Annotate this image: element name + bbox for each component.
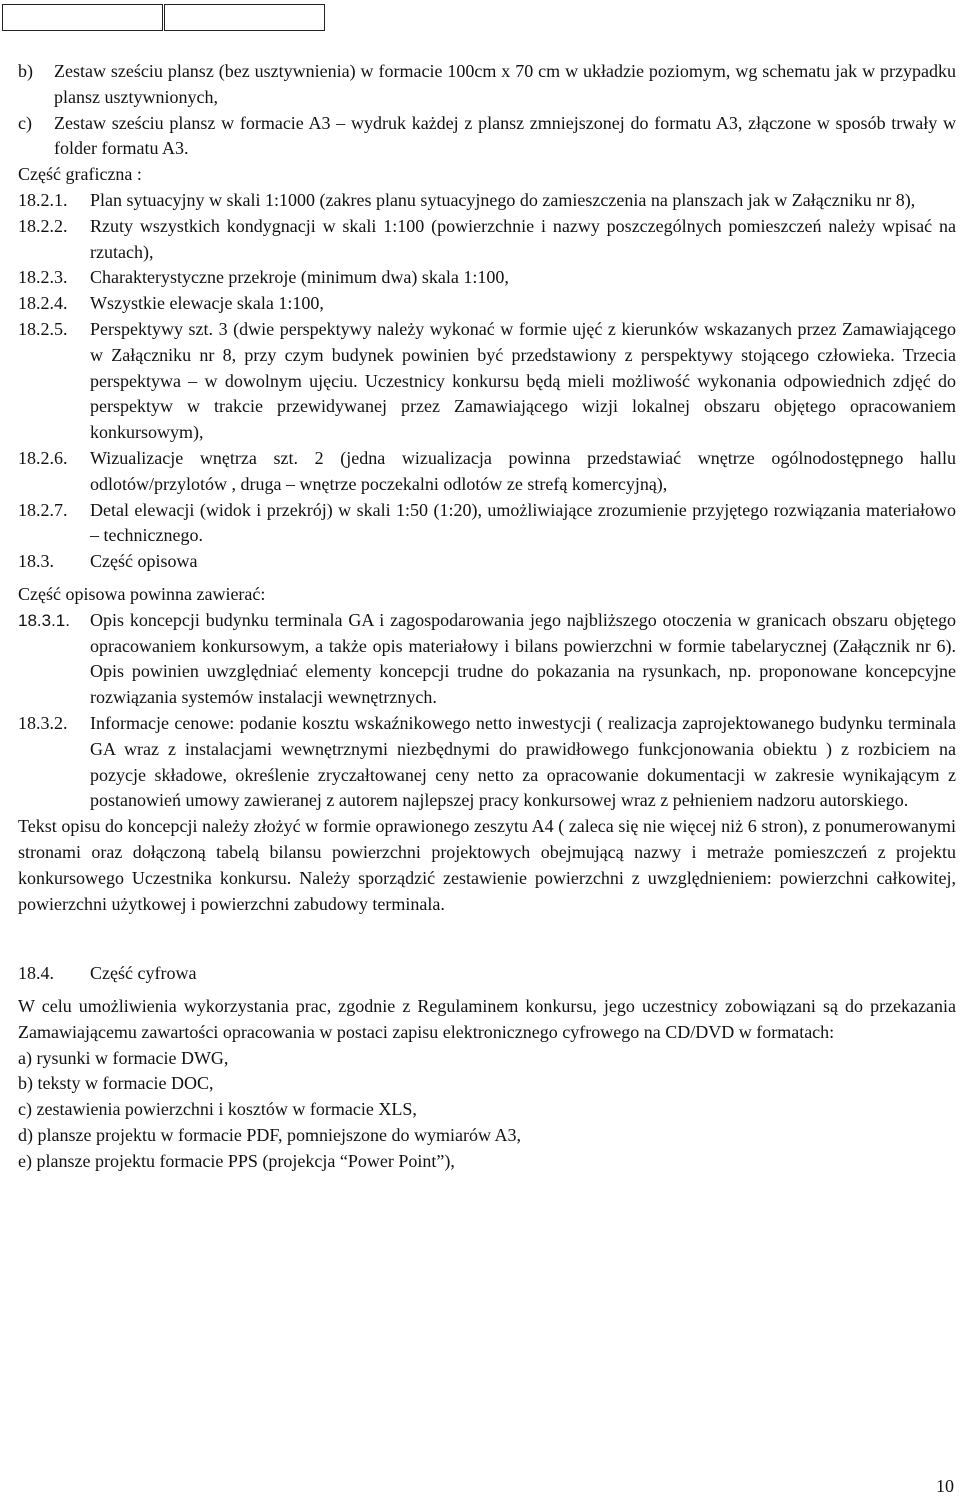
list-item: b) teksty w formacie DOC, <box>18 1073 214 1094</box>
item-number: 18.2.6. <box>18 447 68 468</box>
item-number: 18.3.2. <box>18 712 68 733</box>
descriptive-intro: Część opisowa powinna zawierać: <box>18 583 266 604</box>
item-text: Zestaw sześciu plansz w formacie A3 – wydruk każdej z plansz zmniejszonej do formatu A3, złączone w sposób trwały w folder formatu A3. <box>54 112 956 159</box>
item-label: b) <box>18 61 33 81</box>
item-text: Wszystkie elewacje skala 1:100, <box>90 293 324 314</box>
section-title: Część cyfrowa <box>90 963 197 984</box>
item-text: Charakterystyczne przekroje (minimum dwa) skala 1:100, <box>90 267 509 288</box>
list-item: c) zestawienia powierzchni i kosztów w formacie XLS, <box>18 1099 417 1120</box>
item-number: 18.3.1. <box>18 610 70 630</box>
list-item <box>18 608 956 711</box>
page-number: 10 <box>936 1476 954 1496</box>
section-title: Część opisowa <box>90 551 198 572</box>
list-item <box>18 265 956 291</box>
header-box-left <box>2 4 163 31</box>
list-item <box>18 188 956 214</box>
list-item <box>18 111 956 163</box>
list-item: a) rysunki w formacie DWG, <box>18 1047 229 1068</box>
item-text: Informacje cenowe: podanie kosztu wskaźnikowego netto inwestycji ( realizacja zaprojektowanego budynku terminala GA wraz z instalacjami wewnętrznymi niezbędnymi do prawidłowego funkcjonowania obiektu ) z rozbiciem na pozycje składowe, określenie zryczałtowanej ceny netto za opracowanie dokumentacji w zakresie wynikającym z postanowień umowy zawieranej z autorem najlepszej pracy konkursowej wraz z pełnieniem nadzoru autorskiego. <box>90 712 956 811</box>
list-item <box>18 498 956 550</box>
item-number: 18.2.5. <box>18 318 68 339</box>
graphic-section-heading: Część graficzna : <box>18 164 142 185</box>
list-item: d) plansze projektu w formacie PDF, pomniejszone do wymiarów A3, <box>18 1125 521 1146</box>
list-item: e) plansze projektu formacie PPS (projekcja “Power Point”), <box>18 1150 455 1171</box>
item-number: 18.2.3. <box>18 267 68 288</box>
list-item <box>18 317 956 446</box>
item-text: Plan sytuacyjny w skali 1:1000 (zakres planu sytuacyjnego do zamieszczenia na planszach jak w Załączniku nr 8), <box>90 189 916 210</box>
list-item <box>18 59 956 111</box>
item-text: Opis koncepcji budynku terminala GA i zagospodarowania jego najbliższego otoczenia w granicach obszaru objętego opracowaniem konkursowym, a także opis materiałowy i bilans powierzchni w formie tabelarycznej (Załącznik nr 6). Opis powinien uwzględniać elementy koncepcji trudne do pokazania na rysunkach, np. proponowane koncepcyjne rozwiązania systemów instalacji wewnętrznych. <box>90 609 956 708</box>
item-text: Zestaw sześciu plansz (bez usztywnienia) w formacie 100cm x 70 cm w układzie poziomym, wg schematu jak w przypadku plansz usztywnionych, <box>54 61 956 107</box>
document-body <box>18 59 956 1175</box>
item-text: Wizualizacje wnętrza szt. 2 (jedna wizualizacja powinna przedstawiać wnętrze ogólnodostępnego hallu odlotów/przylotów , druga – wnętrze poczekalni odlotów ze strefą komercyjną), <box>90 447 956 494</box>
item-number: 18.2.2. <box>18 215 68 236</box>
item-text: Perspektywy szt. 3 (dwie perspektywy należy wykonać w formie ujęć z kierunków wskazanych przez Zamawiającego w Załączniku nr 8, przy czym budynek powinien być przedstawiony z perspektywy stojącego człowieka. Trzecia perspektywa – w dowolnym ujęciu. Uczestnicy konkursu będą mieli możliwość wykonania odpowiednich zdjęć do perspektyw w trakcie przewidywanej przez Zamawiającego wizji lokalnej obszaru objętego opracowaniem konkursowym), <box>90 318 956 443</box>
body-paragraph: Tekst opisu do koncepcji należy złożyć w formie oprawionego zeszytu A4 ( zaleca się nie więcej niż 6 stron), z ponumerowanymi stronami oraz dołączoną tabelą bilansu powierzchni projektowych obejmującą nazwy i metraże pomieszczeń z projektu konkursowego Uczestnika konkursu. Należy sporządzić zestawienie powierzchni z uwzględnieniem: powierzchni całkowitej, powierzchni użytkowej i powierzchni zabudowy terminala. <box>18 816 956 914</box>
item-text: Detal elewacji (widok i przekrój) w skali 1:50 (1:20), umożliwiające zrozumienie przyjętego rozwiązania materiałowo – technicznego. <box>90 499 956 546</box>
header-boxes <box>2 4 325 31</box>
section-number: 18.4. <box>18 963 54 984</box>
header-box-right <box>164 4 325 31</box>
list-item <box>18 711 956 814</box>
item-number: 18.2.4. <box>18 293 68 314</box>
section-heading-18-4 <box>18 961 956 987</box>
item-text: Rzuty wszystkich kondygnacji w skali 1:100 (powierzchnie i nazwy poszczególnych pomieszczeń należy wpisać na rzutach), <box>90 215 956 262</box>
list-item <box>18 446 956 498</box>
section-number: 18.3. <box>18 551 54 572</box>
section-heading-18-3 <box>18 549 956 575</box>
item-number: 18.2.7. <box>18 499 68 520</box>
digital-intro: W celu umożliwienia wykorzystania prac, zgodnie z Regulaminem konkursu, jego uczestnicy zobowiązani są do przekazania Zamawiającemu zawartości opracowania w postaci zapisu elektronicznego cyfrowego na CD/DVD w formatach: <box>18 996 956 1042</box>
list-item <box>18 291 956 317</box>
list-item <box>18 214 956 266</box>
item-number: 18.2.1. <box>18 189 68 210</box>
item-label: c) <box>18 112 32 133</box>
